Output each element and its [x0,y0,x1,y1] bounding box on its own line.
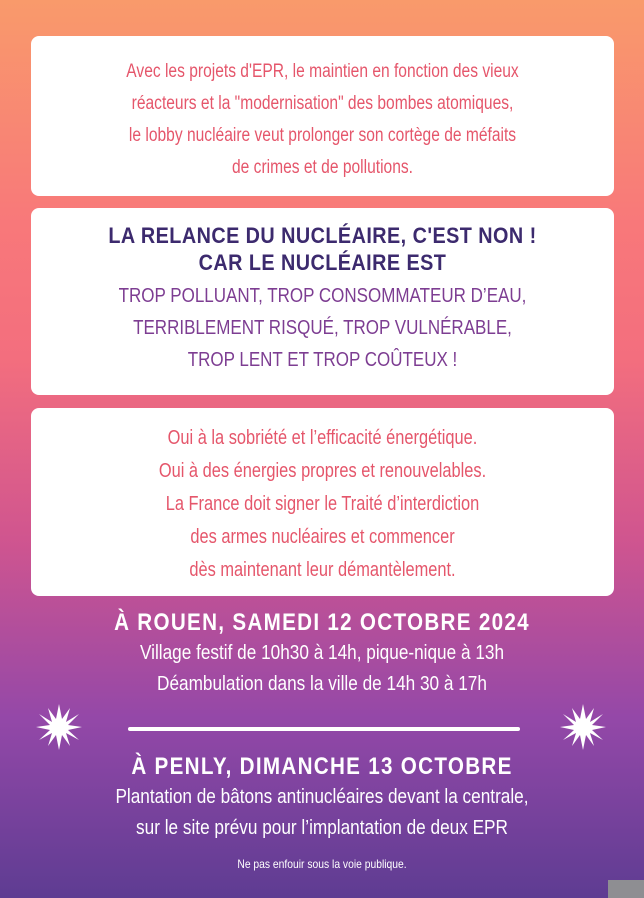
demands-card [31,408,614,596]
divider [128,727,520,731]
starburst-icon [560,704,606,750]
penly-line-2: sur le site prévu pour l’implantation de deux EPR [136,817,508,839]
intro-text: Avec les projets d'EPR, le maintien en fonction des vieux réacteurs et la "modernisation" des bombes atomiques, le lobby nucléaire veut prolonger son cortège de méfaits de crimes et de pollutions. [126,61,519,178]
rouen-line-1: Village festif de 10h30 à 14h, pique-nique à 13h [139,642,505,664]
penly-line-1: Plantation de bâtons antinucléaires devant la centrale, [115,786,529,808]
footnote: Ne pas enfouir sous la voie publique. [237,857,407,871]
rouen-event [0,608,644,700]
rouen-title: À ROUEN, SAMEDI 12 OCTOBRE 2024 [114,609,530,636]
rouen-line-2: Déambulation dans la ville de 14h 30 à 17h [157,673,487,695]
starburst-icon [36,704,82,750]
penly-event [0,752,644,844]
demands-text: Oui à la sobriété et l’efficacité énergétique. Oui à des énergies propres et renouvelables. La France doit signer le Traité d’interdiction des armes nucléaires et commencer dès maintenant leur démantèlement. [158,427,487,581]
intro-card [31,36,614,196]
relance-card [31,208,614,395]
corner-block [608,880,644,898]
relance-reasons: TROP POLLUANT, TROP CONSOMMATEUR D’EAU, TERRIBLEMENT RISQUÉ, TROP VULNÉRABLE, TROP LENT ET TROP COÛTEUX ! [118,285,527,371]
relance-headline: LA RELANCE DU NUCLÉAIRE, C'EST NON ! CAR LE NUCLÉAIRE EST [108,223,537,275]
penly-title: À PENLY, DIMANCHE 13 OCTOBRE [131,753,513,780]
